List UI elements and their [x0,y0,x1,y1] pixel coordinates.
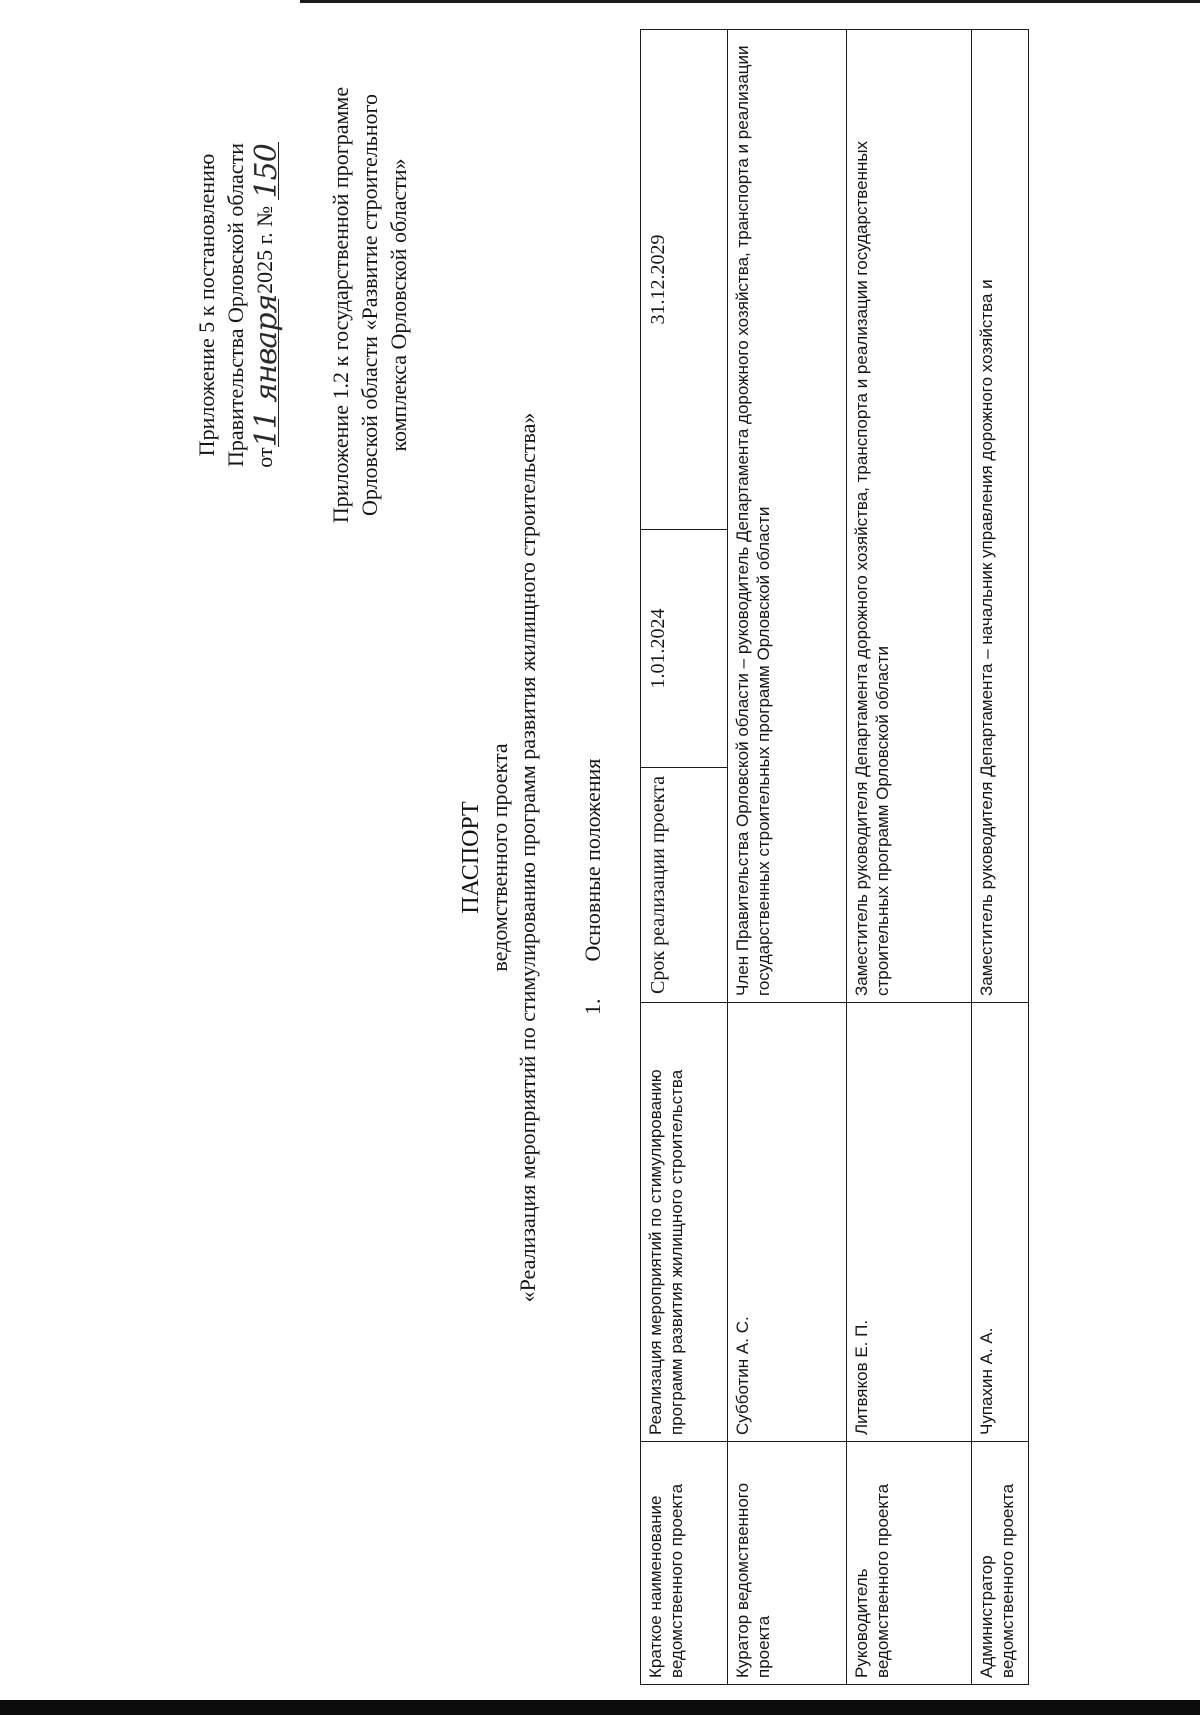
table-row-administrator [972,30,1029,1685]
cell-short-name-label: Краткое наименование ведомственного проекта [641,1442,728,1685]
table-row-short-name [641,30,728,1685]
cell-head-position: Заместитель руководителя Департамента дорожного хозяйства, транспорта и реализации государственных строительных программ Орловской области [847,30,972,1003]
cell-term-start: 1.01.2024 [641,530,728,768]
appendix-line-2: Правительства Орловской области [223,143,248,467]
order-year-label: 2025 г. № [252,205,277,294]
table-row-curator [728,30,847,1685]
basic-provisions-table [640,29,1029,1685]
appendix-block-resolution [192,45,284,565]
cell-administrator-person: Чупахин А. А. [972,1003,1029,1442]
cell-curator-person: Субботин А. С. [728,1003,847,1442]
cell-administrator-label: Администратор ведомственного проекта [972,1442,1029,1685]
program-line-3: комплекса Орловской области» [386,158,411,452]
cell-administrator-position: Заместитель руководителя Департамента – начальник управления дорожного хозяйства и [972,30,1029,1003]
project-name: «Реализация мероприятий по стимулированию программ развития жилищного строительства» [515,412,540,1303]
number-blank [249,142,284,200]
appendix-block-program [326,45,413,565]
order-date-line [249,45,284,565]
page-title: ПАСПОРТ [458,801,484,914]
section-label: Основные положения [580,758,605,962]
cell-term-end: 31.12.2029 [641,30,728,530]
cell-term-label: Срок реализации проекта [641,768,728,1003]
handwritten-date: 11 января [249,294,284,448]
table-row-head [847,30,972,1685]
cell-head-person: Литвяков Е. П. [847,1003,972,1442]
order-prefix: от [252,447,277,468]
cell-head-label: Руководитель ведомственного проекта [847,1442,972,1685]
program-line-1: Приложение 1.2 к государственной программе [328,86,353,524]
handwritten-number: 150 [249,144,284,199]
date-blank [249,294,284,448]
section-heading [580,759,606,1015]
cell-short-name-value: Реализация мероприятий по стимулированию программ развития жилищного строительства [641,1003,728,1442]
cell-curator-label: Куратор ведомственного проекта [728,1442,847,1685]
program-line-2: Орловской области «Развитие строительного [357,93,382,517]
page-subtitle: ведомственного проекта [487,743,512,972]
cell-curator-position: Член Правительства Орловской области – руководитель Департамента дорожного хозяйства, транспорта и реализации государственных строительных программ Орловской области [728,30,847,1003]
passport-title-block [456,0,542,1715]
section-number: 1. [580,998,605,1015]
appendix-line-1: Приложение 5 к постановлению [194,153,219,457]
